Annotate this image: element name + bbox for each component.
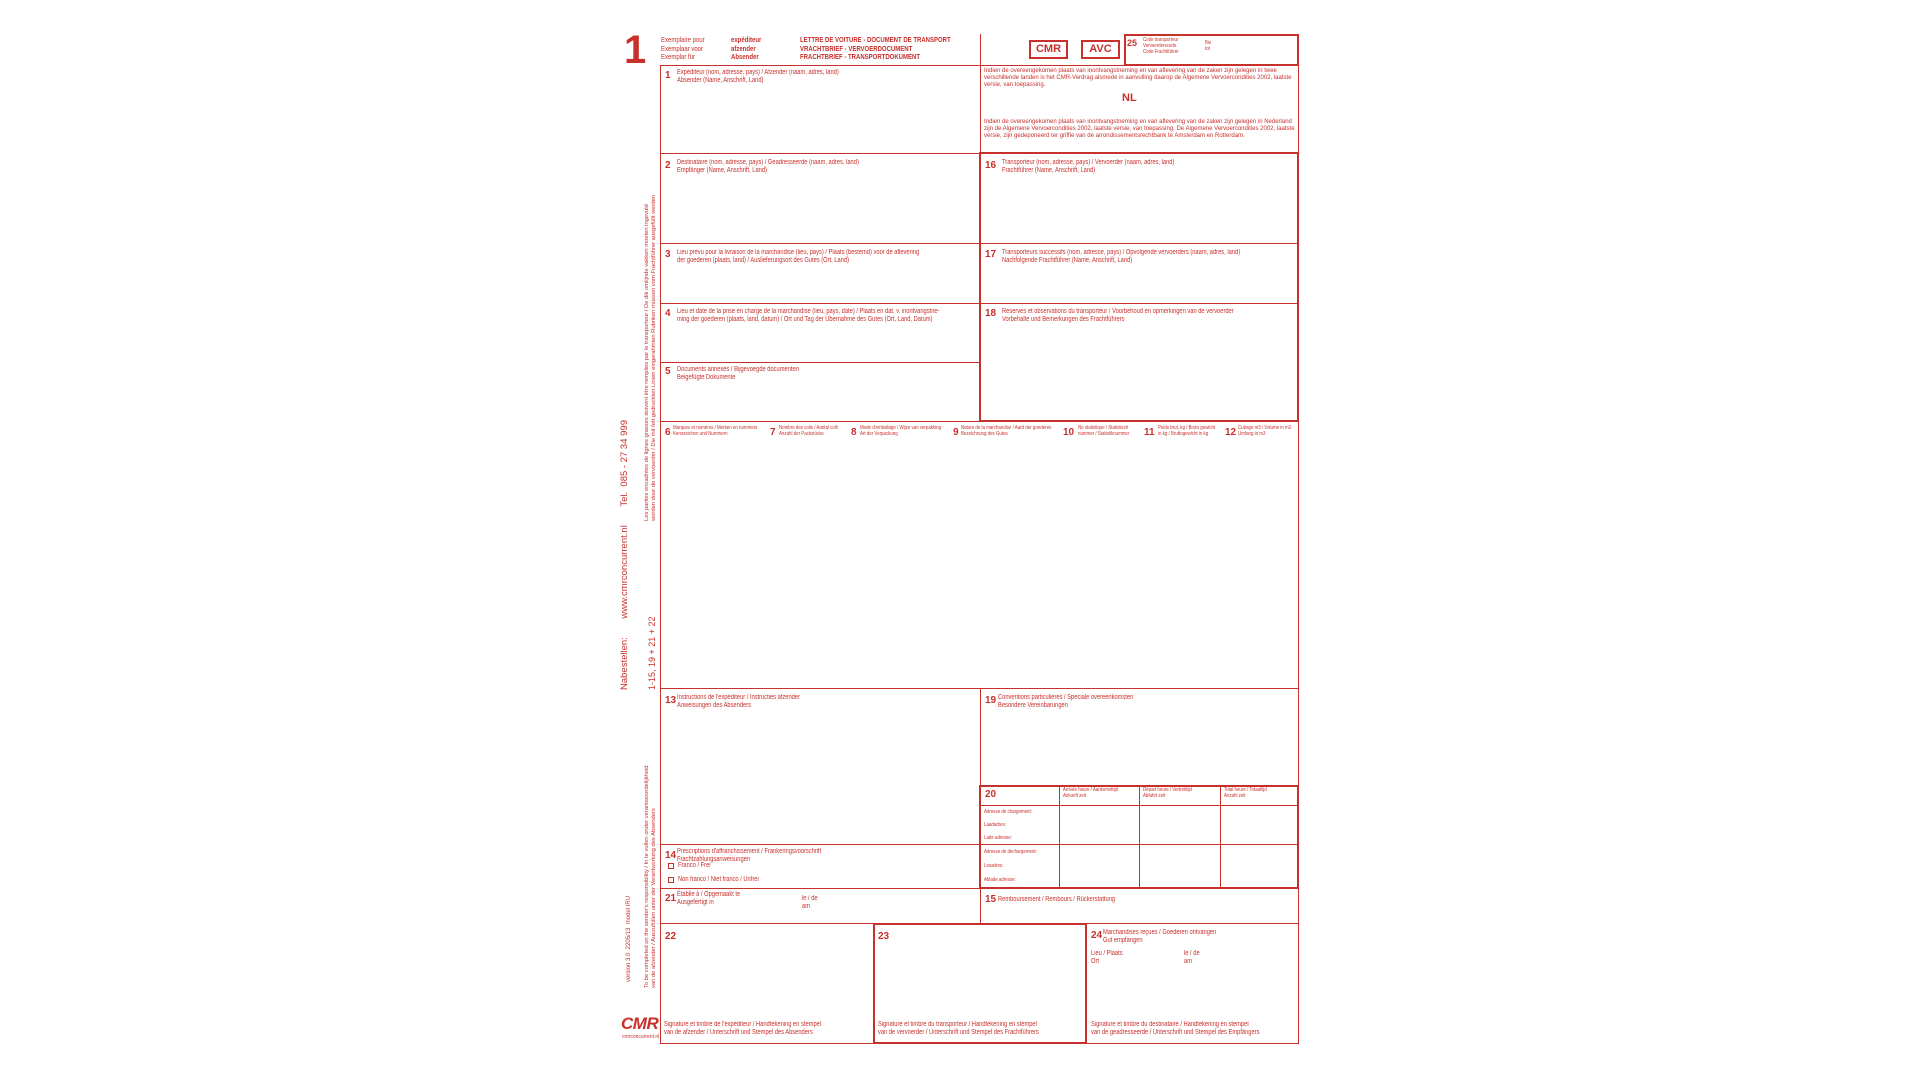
box-15-number: 15 [985, 894, 997, 905]
box-20-total-header: Total heure / Totaaltijd Anzahl zeit [1224, 787, 1267, 800]
conditions-international: Indien de overeengekomen plaats van inontvangstneming en van aflevering van de zaken zijn gelegen in twee verschillende landen is het CMR-Verdrag alsmede in aanvulling daarop de Algemene Vervoercondities 2002, laatste versie, van toepassing. [984, 68, 1292, 88]
box-20-column-divider [1220, 787, 1221, 887]
reorder-label: Nabestellen: [619, 637, 630, 690]
box-20-departure-header: Départ heure / Vertrektijd Abfahrt zeit [1143, 787, 1192, 800]
box-15-reimbursement [980, 888, 1299, 924]
box-5-number: 5 [665, 366, 671, 377]
box-15-label: Remboursement / Rembours / Rückerstattung [998, 896, 1116, 903]
box-19-label: Conventions particulières / Speciale overeenkomsten Besondere Vereinbarungen [998, 694, 1134, 709]
carrier-block-divider [981, 303, 1297, 304]
goods-col-11-label: Poids brut, kg / Bruto gewicht in kg / Bruttogewicht in kg [1158, 425, 1216, 438]
box-25-suffix: Bis tot [1205, 40, 1212, 53]
goods-col-7-label: Nombre des colis / Aantal colli Anzahl der Packstücke [779, 425, 838, 438]
header-divider [980, 34, 981, 65]
box-20-arrival-header: Arrivée heure / Aankomsttijd Ankunft zeit [1063, 787, 1119, 800]
box-21-number: 21 [665, 893, 677, 904]
box-14-number: 14 [665, 850, 677, 861]
carrier-block-divider [981, 243, 1297, 244]
box-2-number: 2 [665, 160, 671, 171]
box-3-label: Lieu prévu pour la livraison de la marchandise (lieu, pays) / Plaats (bestemd) voor de aflevering der goederen (plaats, land) / Auslieferungsort des Gutes (Ort, Land) [677, 249, 920, 264]
carrier-block [979, 152, 1299, 422]
goods-section [660, 421, 1299, 689]
box-19-number: 19 [985, 695, 997, 706]
goods-col-9-number: 9 [953, 427, 959, 438]
box-20-loading-label: Laadadres: [984, 822, 1007, 828]
cmr-badge: CMR [1029, 40, 1068, 59]
reorder-website: www.cmrconcurrent.nl [619, 525, 630, 619]
conditions-country: NL [1122, 92, 1137, 104]
copy-boxes-note: 1-15, 19 + 21 + 22 [647, 616, 657, 690]
goods-col-11-number: 11 [1144, 427, 1155, 438]
box-17-label: Transporteurs successifs (nom, adresse, pays) / Opvolgende vervoerders (naam, adres, land) Nachfolgende Frachtführer (Name, Anschrift, Land) [1002, 249, 1241, 264]
goods-col-8-label: Mode d'emballage / Wijze van verpakking Art der Verpackung [860, 425, 942, 438]
goods-col-6-number: 6 [665, 427, 671, 438]
box-20-unloading-label: Losadres: [984, 863, 1004, 869]
box-23-number: 23 [878, 931, 890, 942]
box-18-number: 18 [985, 308, 997, 319]
box-24-label: Marchandises reçues / Goederen ontvangen Gut empfangen [1103, 929, 1217, 944]
avc-badge: AVC [1081, 40, 1120, 59]
cmr-logo-caption: cmrconcurrent.nl [622, 1034, 660, 1040]
box-20-number: 20 [985, 789, 997, 800]
goods-col-12-label: Cubage m3 / Volume in m3 Umfang in m3 [1238, 425, 1292, 438]
box-16-number: 16 [985, 160, 997, 171]
box-25-label: Code transporteur Vervoerderscode Code Frachtführer [1143, 37, 1179, 56]
goods-col-6-label: Marques et numéros / Merken en nummers Kennzeichen und Nummern [673, 425, 758, 438]
copy-recipient-label: expéditeur afzender Absender [731, 35, 762, 62]
franco-checkbox [668, 863, 674, 869]
box-14-label: Prescriptions d'affranchissement / Frankeringsvoorschrift Frachtzahlungsanweisungen [677, 848, 822, 863]
box-1-number: 1 [665, 70, 671, 81]
box-21-label: Établie à / Opgemaakt te Ausgefertigt in [677, 891, 741, 906]
box-20-loading-label: Lade adresse: [984, 835, 1012, 841]
box-20-loading-label: Adresse de chargement: [984, 809, 1032, 815]
box-21-date-label: le / de am [802, 895, 818, 910]
box-4-number: 4 [665, 308, 671, 319]
box-13-sender-instructions [660, 688, 981, 845]
carrier-fill-note: Les parties encadrées de lignes grasses doivent être remplies par le transporteur / De dik omlijnde vakken moeten ingevuld worden door de vervoerder / Die mit fett gedruckten Linien eingerahmten Rubriken müssen vom Frachtführer ausgefüllt werden [644, 194, 657, 521]
box-24-date-label: le / de am [1184, 950, 1200, 965]
copy-for-label: Exemplaire pour Exemplaar voor Exemplar für [661, 35, 705, 62]
box-24-place-label: Lieu / Plaats Ort [1091, 950, 1123, 965]
box-25-number: 25 [1127, 38, 1138, 48]
box-20-column-divider [1059, 787, 1060, 887]
non-franco-option-label: Non franco / Niet franco / Unfrei [678, 876, 759, 883]
box-22-signature-label: Signature et timbre de l'expéditeur / Handtekening en stempel van de afzender / Unterschrift und Stempel des Absenders [664, 1021, 822, 1036]
box-4-label: Lieu et date de la prise en charge de la marchandise (lieu, pays, date) / Plaats en dat. v. inontvangstne- ming der goederen (plaats, land, datum) / Ort und Tag der Übernahme des Gutes (Ort, Land, Datum) [677, 308, 940, 323]
box-18-label: Réserves et observations du transporteur / Voorbehoud en opmerkingen van de vervoerder Vorbehalte und Bemerkungen des Frachtführers [1002, 308, 1234, 323]
box-20-unloading-label: Ablade adresse: [984, 877, 1016, 883]
document-title: LETTRE DE VOITURE - DOCUMENT DE TRANSPORT VRACHTBRIEF - VERVOERDOCUMENT FRACHTBRIEF - TRANSPORTDOKUMENT [800, 35, 951, 62]
goods-col-8-number: 8 [851, 427, 857, 438]
box-16-label: Transporteur (nom, adresse, pays) / Vervoerder (naam, adres, land) Frachtführer (Name, Anschrift, Land) [1002, 159, 1175, 174]
box-13-label: Instructions de l'expéditeur / Instructies afzender Anweisungen des Absenders [677, 694, 800, 709]
box-20-unloading-label: Adresse de déchargement: [984, 849, 1037, 855]
sender-fill-note: To be completed on the sender's responsibility / In te vullen onder verantwoordelijkheid van de afzender / Auszufüllen unter der Verantwortung des Absenders [644, 765, 657, 988]
box-17-number: 17 [985, 249, 997, 260]
box-1-label: Expéditeur (nom, adresse, pays) / Afzender (naam, adres, land) Absender (Name, Anschrift, Land) [677, 69, 839, 84]
box-13-number: 13 [665, 695, 677, 706]
box-24-number: 24 [1091, 930, 1103, 941]
goods-col-9-label: Nature de la marchandise / Aard der goederen Bezeichnung des Gutes [961, 425, 1052, 438]
goods-col-7-number: 7 [770, 427, 776, 438]
conditions-domestic: Indien de overeengekomen plaats van inontvangstneming en van aflevering van de zaken zijn gelegen in Nederland zijn de Algemene Vervoercondities 2002, laatste versie, van toepassing. De Algemene Vervoercondities 2002, laatste versie, zijn gedeponeerd ter griffie van de arrondissementsrechtbank te Amsterdam en Rotterdam. [984, 119, 1295, 139]
box-20-column-divider [1139, 787, 1140, 887]
goods-col-12-number: 12 [1225, 427, 1237, 438]
reorder-line [619, 420, 631, 690]
cmr-logo: CMR [621, 1014, 659, 1033]
box-24-signature-label: Signature et timbre du destinataire / Handtekening en stempel van de geadresseerde / Unterschrift und Stempel des Empfängers [1091, 1021, 1260, 1036]
form-version: version 3.0 2205/13 model IRU [626, 895, 632, 982]
goods-col-10-label: No statistique / Statistisch nummer / Statistiknummer [1078, 425, 1130, 438]
box-22-number: 22 [665, 931, 677, 942]
box-5-label: Documents annexés / Bijgevoegde documenten Beigefügte Dokumente [677, 366, 799, 381]
copy-number: 1 [624, 28, 647, 72]
reorder-phone: Tel. 085 - 27 34 999 [619, 420, 630, 507]
non-franco-checkbox [668, 877, 674, 883]
box-3-number: 3 [665, 249, 671, 260]
box-23-signature-label: Signature et timbre du transporteur / Handtekening en stempel van de vervoerder / Unterschrift und Stempel des Frachtführers [878, 1021, 1039, 1036]
goods-col-10-number: 10 [1063, 427, 1075, 438]
box-2-label: Destinataire (nom, adresse, pays) / Geadresseerde (naam, adres, land) Empfänger (Name, Anschrift, Land) [677, 159, 859, 174]
franco-option-label: Franco / Frei [678, 862, 711, 869]
